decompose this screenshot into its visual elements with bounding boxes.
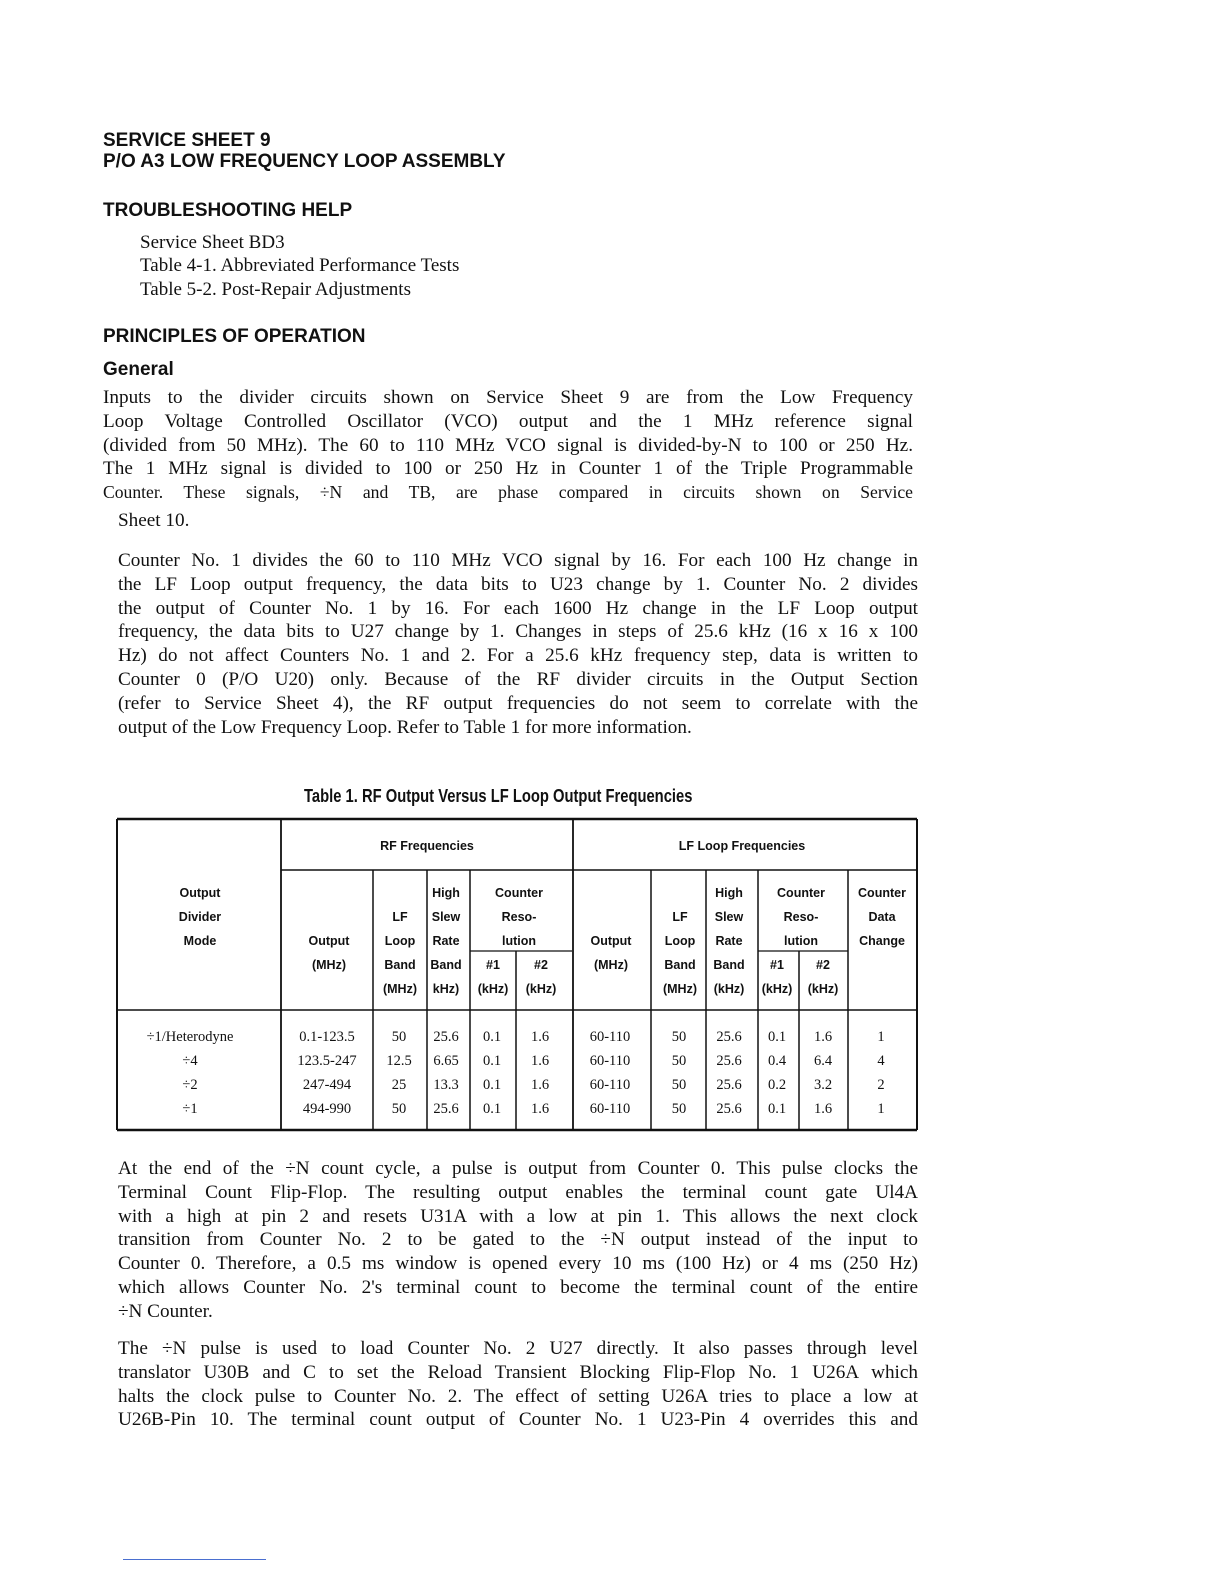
rf-slew-header: kHz) xyxy=(432,982,460,996)
text-line: Counter 0. Therefore, a 0.5 ms window is opened every 10 ms (100 Hz) or 4 ms (250 Hz) xyxy=(118,1253,918,1275)
rf-slew-header: Rate xyxy=(432,934,460,948)
general-subheading: General xyxy=(103,359,174,380)
text-line: (refer to Service Sheet 4), the RF output frequencies do not seem to correlate with the xyxy=(118,692,918,714)
rf-output-header: Output xyxy=(308,934,350,948)
table-cell: 0.1 xyxy=(767,1101,787,1117)
text-line: transition from Counter No. 2 to be gated to the ÷N output instead of the input to xyxy=(118,1229,918,1251)
table-cell: 0.1 xyxy=(767,1029,787,1045)
table-cell: 247-494 xyxy=(302,1077,352,1093)
text-line: Counter 0 (P/O U20) only. Because of the RF divider circuits in the Output Section xyxy=(118,668,918,690)
table-cell: 6.4 xyxy=(813,1053,833,1069)
table-cell: 25.6 xyxy=(433,1101,459,1117)
rf-slew-header: Band xyxy=(430,958,462,972)
table-cell: ÷4 xyxy=(182,1053,198,1069)
table-cell: 25 xyxy=(391,1077,407,1093)
rf-slew-header: High xyxy=(432,886,460,900)
table-rules xyxy=(117,819,917,1130)
terminal-count-paragraph xyxy=(118,1157,918,1324)
table-cell: 25.6 xyxy=(716,1077,742,1093)
table-cell: 60-110 xyxy=(589,1029,631,1045)
table-cell: 1 xyxy=(877,1101,885,1117)
table-cell: 1.6 xyxy=(530,1101,550,1117)
lf-slew-header: Slew xyxy=(714,910,744,924)
rf-counter-header: Reso- xyxy=(501,910,537,924)
table-cell: 50 xyxy=(671,1077,687,1093)
rf-lfband-header: LF xyxy=(392,910,408,924)
table-cell: 4 xyxy=(877,1053,885,1069)
lf-slew-header: (kHz) xyxy=(713,982,745,996)
lf-slew-header: Band xyxy=(713,958,745,972)
text-line: Loop Voltage Controlled Oscillator (VCO) output and the 1 MHz reference signal xyxy=(103,410,913,432)
text-line: the output of Counter No. 1 by 16. For each 1600 Hz change in the LF Loop output xyxy=(118,597,918,619)
data-change-header: Data xyxy=(868,910,896,924)
table-cell: 2 xyxy=(877,1077,885,1093)
table-cell: ÷1 xyxy=(182,1101,198,1117)
table-cell: 0.1 xyxy=(482,1029,502,1045)
text-line: The ÷N pulse is used to load Counter No. 2 U27 directly. It also passes through level xyxy=(118,1338,918,1359)
rf-counter-header: lution xyxy=(501,934,537,948)
rf-group-header: RF Frequencies xyxy=(380,839,474,853)
rf-output-header: (MHz) xyxy=(311,958,347,972)
table-cell: 1 xyxy=(877,1029,885,1045)
text-line: output of the Low Frequency Loop. Refer to Table 1 for more information. xyxy=(118,716,692,738)
table-cell: 25.6 xyxy=(716,1101,742,1117)
text-line: frequency, the data bits to U27 change by 1. Changes in steps of 25.6 kHz (16 x 16 x 100 xyxy=(118,621,918,643)
lf-lfband-header: LF xyxy=(672,910,688,924)
sheet-subtitle: P/O A3 LOW FREQUENCY LOOP ASSEMBLY xyxy=(103,151,506,172)
lf-n1-header: (kHz) xyxy=(761,982,793,996)
mode-header: Mode xyxy=(183,934,217,948)
lf-group-header: LF Loop Frequencies xyxy=(678,839,806,853)
table-cell: 25.6 xyxy=(433,1029,459,1045)
table-cell: 0.1 xyxy=(482,1077,502,1093)
text-line: Counter No. 1 divides the 60 to 110 MHz VCO signal by 16. For each 100 Hz change in xyxy=(118,550,918,571)
sheet-title: SERVICE SHEET 9 xyxy=(103,130,271,151)
text-line: the LF Loop output frequency, the data bits to U23 change by 1. Counter No. 2 divides xyxy=(118,573,918,595)
lf-slew-header: High xyxy=(715,886,743,900)
lf-lfband-header: Band xyxy=(664,958,696,972)
table-cell: 25.6 xyxy=(716,1053,742,1069)
lf-n1-header: #1 xyxy=(770,958,784,972)
table-cell: 6.65 xyxy=(433,1053,459,1069)
rf-slew-header: Slew xyxy=(431,910,461,924)
table-cell: 123.5-247 xyxy=(297,1053,357,1069)
table-cell: 1.6 xyxy=(530,1029,550,1045)
table-cell: ÷2 xyxy=(182,1077,198,1093)
rf-n2-header: (kHz) xyxy=(525,982,557,996)
troubleshooting-item: Table 5-2. Post-Repair Adjustments xyxy=(140,279,411,300)
lf-n2-header: #2 xyxy=(816,958,830,972)
text-line: (divided from 50 MHz). The 60 to 110 MHz VCO signal is divided-by-N to 100 or 250 Hz. xyxy=(103,434,913,456)
text-line: with a high at pin 2 and resets U31A with a low at pin 1. This allows the next clock xyxy=(118,1205,918,1227)
rf-lfband-header: Loop xyxy=(384,934,416,948)
table-cell: 1.6 xyxy=(530,1053,550,1069)
table-cell: 50 xyxy=(671,1101,687,1117)
lf-lfband-header: Loop xyxy=(664,934,696,948)
table-cell: 50 xyxy=(391,1101,407,1117)
lf-output-header: (MHz) xyxy=(593,958,629,972)
table-title: Table 1. RF Output Versus LF Loop Output Frequencies xyxy=(304,786,693,806)
table-cell: 60-110 xyxy=(589,1077,631,1093)
text-line: Hz) do not affect Counters No. 1 and 2. For a 25.6 kHz frequency step, data is written to xyxy=(118,645,918,667)
rf-n2-header: #2 xyxy=(534,958,548,972)
table-cell: ÷1/Heterodyne xyxy=(146,1029,234,1045)
mode-header: Divider xyxy=(178,910,222,924)
table-cell: 50 xyxy=(671,1053,687,1069)
troubleshooting-heading: TROUBLESHOOTING HELP xyxy=(103,200,353,221)
footer-rule xyxy=(123,1559,266,1560)
table-cell: 0.1 xyxy=(482,1053,502,1069)
table-cell: 50 xyxy=(671,1029,687,1045)
table-cell: 25.6 xyxy=(716,1029,742,1045)
text-line: At the end of the ÷N count cycle, a pulse is output from Counter 0. This pulse clocks the xyxy=(118,1158,918,1179)
lf-lfband-header: (MHz) xyxy=(662,982,698,996)
table-cell: 50 xyxy=(391,1029,407,1045)
table-cell: 60-110 xyxy=(589,1101,631,1117)
table-cell: 0.1-123.5 xyxy=(299,1029,355,1045)
table-cell: 3.2 xyxy=(813,1077,833,1093)
table-cell: 1.6 xyxy=(813,1029,833,1045)
text-line: translator U30B and C to set the Reload Transient Blocking Flip-Flop No. 1 U26A which xyxy=(118,1361,918,1383)
text-line: Sheet 10. xyxy=(118,510,190,531)
table-cell: 0.1 xyxy=(482,1101,502,1117)
table-cell: 1.6 xyxy=(530,1077,550,1093)
table-cell: 0.4 xyxy=(767,1053,787,1069)
rf-lfband-header: (MHz) xyxy=(382,982,418,996)
table-cell: 1.6 xyxy=(813,1101,833,1117)
mode-header: Output xyxy=(179,886,221,900)
data-change-header: Counter xyxy=(858,886,906,900)
principles-heading: PRINCIPLES OF OPERATION xyxy=(103,326,366,347)
text-line: ÷N Counter. xyxy=(118,1300,213,1322)
troubleshooting-item: Service Sheet BD3 xyxy=(140,232,285,253)
table-cell: 0.2 xyxy=(767,1077,787,1093)
rf-n1-header: (kHz) xyxy=(477,982,509,996)
lf-counter-header: lution xyxy=(783,934,819,948)
reload-paragraph xyxy=(118,1337,918,1432)
table-cell: 494-990 xyxy=(302,1101,352,1117)
text-line: Counter. These signals, ÷N and TB, are phase compared in circuits shown on Service xyxy=(103,482,913,503)
table-text xyxy=(147,839,907,1117)
table-cell: 60-110 xyxy=(589,1053,631,1069)
text-line: Terminal Count Flip-Flop. The resulting output enables the terminal count gate Ul4A xyxy=(118,1181,918,1203)
lf-n2-header: (kHz) xyxy=(807,982,839,996)
table-cell: 12.5 xyxy=(386,1053,412,1069)
rf-counter-header: Counter xyxy=(495,886,543,900)
text-line: halts the clock pulse to Counter No. 2. The effect of setting U26A tries to place a low at xyxy=(118,1385,918,1407)
lf-counter-header: Reso- xyxy=(783,910,819,924)
text-line: U26B-Pin 10. The terminal count output of Counter No. 1 U23-Pin 4 overrides this and xyxy=(118,1409,918,1431)
rf-lfband-header: Band xyxy=(384,958,416,972)
text-line: Inputs to the divider circuits shown on Service Sheet 9 are from the Low Frequency xyxy=(103,387,913,408)
lf-output-header: Output xyxy=(590,934,632,948)
table-cell: 13.3 xyxy=(433,1077,459,1093)
troubleshooting-item: Table 4-1. Abbreviated Performance Tests xyxy=(140,255,460,276)
lf-counter-header: Counter xyxy=(777,886,825,900)
data-change-header: Change xyxy=(859,934,905,948)
rf-n1-header: #1 xyxy=(486,958,500,972)
text-line: which allows Counter No. 2's terminal count to become the terminal count of the entire xyxy=(118,1276,918,1298)
lf-slew-header: Rate xyxy=(715,934,743,948)
text-line: The 1 MHz signal is divided to 100 or 250 Hz in Counter 1 of the Triple Programmable xyxy=(103,458,913,480)
